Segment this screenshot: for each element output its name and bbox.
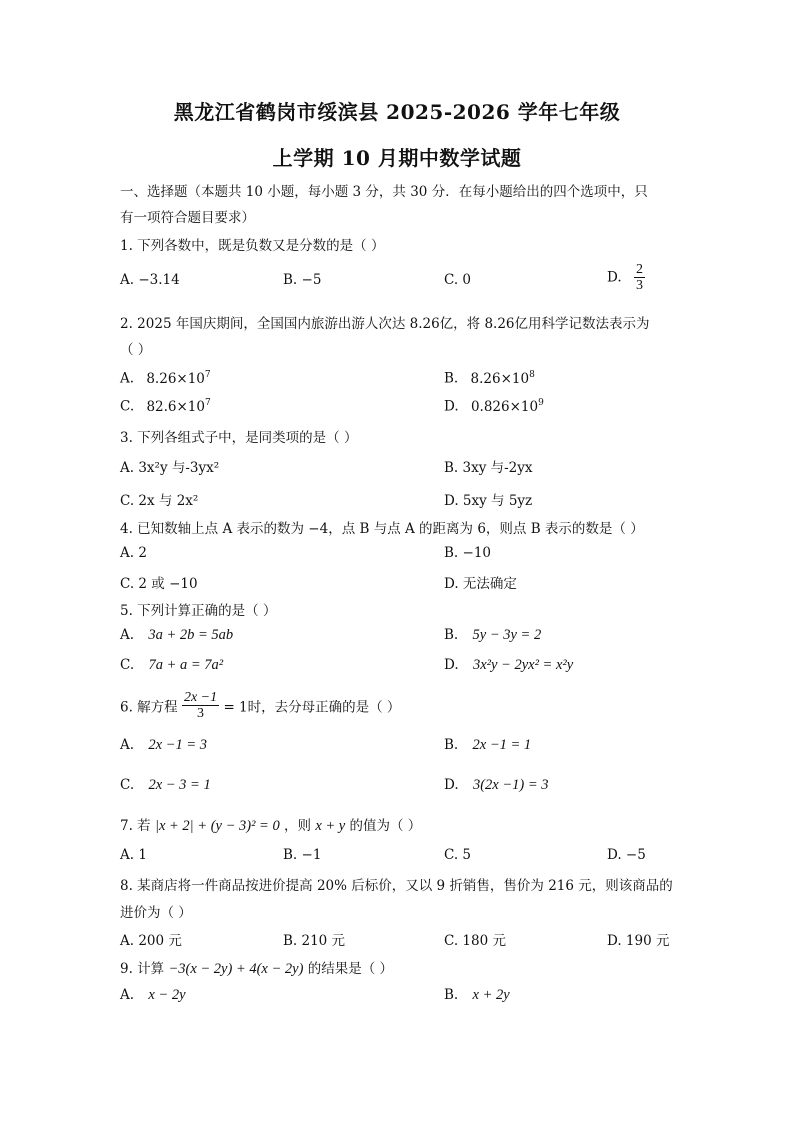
q6-option-d — [444, 777, 548, 794]
q2-b-exp: 8 — [529, 370, 535, 380]
q7-option-c: C. 5 — [444, 847, 472, 863]
section-heading-line2: 有一项符合题目要求） — [120, 210, 255, 226]
q3-option-d: D. 5xy 与 5yz — [444, 493, 533, 509]
q2-d-label: D. — [444, 398, 459, 415]
section-heading-line1: 一、选择题（本题共 10 小题，每小题 3 分，共 30 分．在每小题给出的四个选项中，只 — [120, 184, 648, 200]
q2-option-c — [120, 398, 211, 415]
q5-stem: 5. 下列计算正确的是（ ） — [120, 603, 277, 619]
q4-option-b: B. −10 — [444, 545, 491, 561]
q9-b-label: B. — [444, 987, 459, 1003]
q7-stem-prefix: 7. 若 — [120, 818, 151, 834]
q1-option-d-label: D. — [607, 269, 622, 286]
q4-option-c: C. 2 或 −10 — [120, 576, 198, 592]
q4-stem: 4. 已知数轴上点 A 表示的数为 −4，点 B 与点 A 的距离为 6，则点 B 表示的数是（ ） — [120, 521, 644, 537]
q8-stem-line1: 8. 某商店将一件商品按进价提高 20% 后标价，又以 9 折销售，售价为 216 元，则该商品的 — [120, 878, 673, 894]
q5-a-expr: 3a + 2b = 5ab — [148, 627, 234, 643]
q6-d-label: D. — [444, 777, 459, 793]
q4-option-d: D. 无法确定 — [444, 576, 517, 592]
q2-a-label: A. — [120, 370, 135, 387]
q2-option-b — [444, 370, 535, 387]
q7-option-d: D. −5 — [607, 847, 646, 863]
q2-a-exp: 7 — [204, 370, 211, 380]
q6-numerator: 2x −1 — [183, 690, 218, 705]
q6-a-label: A. — [120, 737, 135, 753]
q1-d-numerator: 2 — [635, 262, 643, 277]
q6-a-expr: 2x −1 = 3 — [148, 737, 207, 753]
q6-option-b — [444, 737, 531, 754]
q2-d-exp: 9 — [538, 398, 544, 408]
q6-option-c — [120, 777, 211, 794]
q7-expr2: x + y — [315, 818, 346, 834]
q9-a-expr: x − 2y — [148, 987, 186, 1003]
q1-d-denominator: 3 — [635, 278, 643, 293]
q6-stem — [120, 690, 400, 721]
q5-option-a — [120, 627, 233, 644]
q2-c-exp: 7 — [205, 398, 211, 408]
q6-d-expr: 3(2x −1) = 3 — [472, 777, 549, 793]
q3-option-a: A. 3x²y 与-3yx² — [120, 460, 220, 476]
q9-stem-suffix: 的结果是（ ） — [307, 961, 394, 977]
q6-b-label: B. — [444, 737, 459, 753]
q7-stem-mid: ，则 — [284, 818, 312, 834]
q8-stem-line2: 进价为（ ） — [120, 905, 192, 921]
q9-option-b — [444, 987, 510, 1004]
q2-option-d — [444, 398, 544, 415]
q5-option-c — [120, 657, 223, 674]
q6-denominator: 3 — [197, 706, 205, 721]
q5-c-expr: 7a + a = 7a² — [148, 657, 224, 673]
q8-option-c: C. 180 元 — [444, 933, 506, 949]
q8-option-a: A. 200 元 — [120, 933, 182, 949]
q7-option-a: A. 1 — [120, 847, 147, 863]
q7-stem — [120, 814, 421, 835]
q3-option-c: C. 2x 与 2x² — [120, 493, 199, 509]
q9-option-a — [120, 987, 186, 1004]
q5-c-label: C. — [120, 657, 135, 673]
q1-option-a: A. −3.14 — [120, 272, 180, 288]
q3-option-b: B. 3xy 与-2yx — [444, 460, 533, 476]
q1-option-b: B. −5 — [283, 272, 322, 288]
q4-option-a: A. 2 — [120, 545, 147, 561]
q9-stem — [120, 957, 393, 978]
q5-b-label: B. — [444, 627, 459, 643]
q2-b-base: 8.26×10 — [470, 370, 530, 387]
q2-b-label: B. — [444, 370, 459, 387]
q5-a-label: A. — [120, 627, 135, 643]
q5-d-expr: 3x²y − 2yx² = x²y — [472, 657, 574, 673]
q6-stem-prefix: 6. 解方程 — [120, 699, 178, 716]
q6-c-label: C. — [120, 777, 135, 793]
q1-option-c: C. 0 — [444, 272, 472, 288]
q8-option-b: B. 210 元 — [283, 933, 346, 949]
q6-c-expr: 2x − 3 = 1 — [148, 777, 211, 793]
q6-option-a — [120, 737, 207, 754]
q6-stem-suffix: = 1时，去分母正确的是（ ） — [223, 699, 401, 716]
q2-c-base: 82.6×10 — [146, 398, 205, 415]
q2-stem-line2: （ ） — [120, 342, 152, 358]
q2-d-base: 0.826×10 — [470, 398, 539, 415]
q9-stem-prefix: 9. 计算 — [120, 961, 165, 977]
q7-expr: |x + 2| + (y − 3)² = 0 — [154, 818, 280, 834]
q2-c-label: C. — [120, 398, 135, 415]
q1-option-d-fraction — [634, 262, 645, 293]
q7-stem-suffix: 的值为（ ） — [349, 818, 422, 834]
q8-option-d: D. 190 元 — [607, 933, 670, 949]
q1-option-d — [607, 262, 645, 293]
q9-expr: −3(x − 2y) + 4(x − 2y) — [168, 961, 304, 977]
q5-d-label: D. — [444, 657, 459, 673]
q1-stem: 1. 下列各数中，既是负数又是分数的是（ ） — [120, 238, 385, 254]
page-title-line1: 黑龙江省鹤岗市绥滨县 2025-2026 学年七年级 — [173, 100, 621, 124]
q2-option-a — [120, 370, 211, 387]
q2-a-base: 8.26×10 — [146, 370, 205, 387]
q2-stem-line1: 2. 2025 年国庆期间，全国国内旅游出游人次达 8.26亿，将 8.26亿用科学记数法表示为 — [120, 316, 650, 332]
q7-option-b: B. −1 — [283, 847, 322, 863]
q5-option-b — [444, 627, 541, 644]
q9-b-expr: x + 2y — [472, 987, 510, 1003]
q3-stem: 3. 下列各组式子中，是同类项的是（ ） — [120, 430, 358, 446]
q5-b-expr: 5y − 3y = 2 — [472, 627, 542, 643]
q6-b-expr: 2x −1 = 1 — [472, 737, 532, 753]
q9-a-label: A. — [120, 987, 135, 1003]
q5-option-d — [444, 657, 573, 674]
q6-fraction — [182, 690, 219, 721]
page-title-line2: 上学期 10 月期中数学试题 — [272, 146, 522, 170]
